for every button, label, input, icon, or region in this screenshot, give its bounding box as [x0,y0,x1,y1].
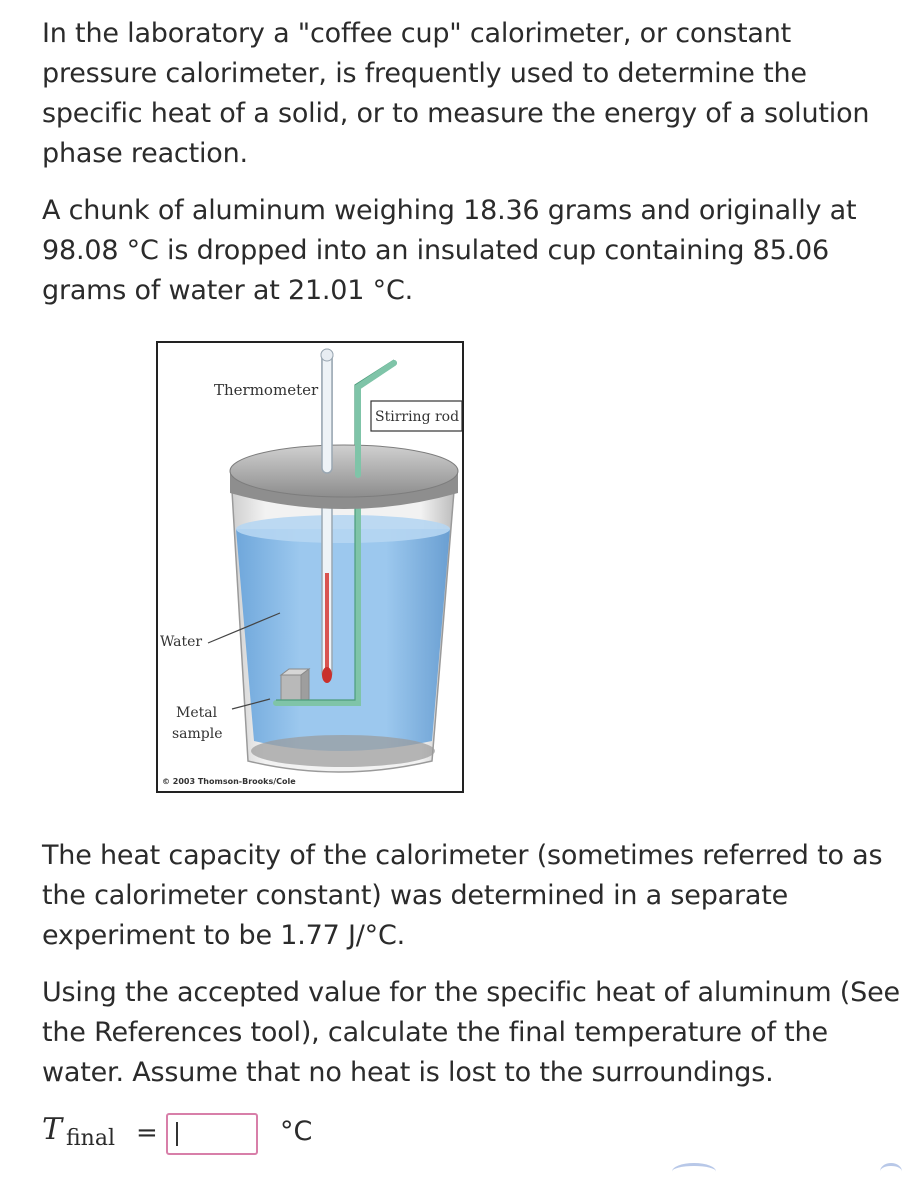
answer-subscript: final [66,1126,115,1151]
calorimeter-lid [230,445,458,509]
water-region [236,529,450,751]
answer-unit: °C [280,1116,313,1147]
problem-paragraph: A chunk of aluminum weighing 18.36 grams and originally at 98.08 °C is dropped into an insulated cup containing 85.06 grams of water at 21.01 °C. [42,195,857,306]
calorimeter-illustration [158,343,462,791]
partial-button-edge-right [880,1163,902,1180]
label-thermometer: Thermometer [214,381,319,399]
text-cursor [176,1122,178,1146]
water-surface [236,515,450,543]
cup-bottom [251,735,435,767]
final-temperature-input[interactable] [166,1113,258,1155]
intro-paragraph: In the laboratory a "coffee cup" calorimeter, or constant pressure calorimeter, is frequently used to determine the specific heat of a solid, or to measure the energy of a solution phase reaction. [42,18,870,169]
calorimeter-figure [156,341,464,793]
label-stirring-rod: Stirring rod [375,409,460,425]
copyright-notice: © 2003 Thomson-Brooks/Cole [162,777,296,786]
heat-capacity-paragraph: The heat capacity of the calorimeter (sometimes referred to as the calorimeter constant) was determined in a separate experiment to be 1.77 J/°C. [42,840,883,951]
label-metal: Metal [176,705,218,721]
answer-variable: T [42,1112,63,1147]
answer-row [42,1110,442,1160]
partial-button-edge [672,1163,716,1180]
equals-sign: = [136,1118,158,1148]
label-sample: sample [172,726,223,742]
instruction-paragraph: Using the accepted value for the specific heat of aluminum (See the References tool), calculate the final temperature of the water. Assume that no heat is lost to the surroundings. [42,977,900,1088]
label-water: Water [160,634,203,650]
